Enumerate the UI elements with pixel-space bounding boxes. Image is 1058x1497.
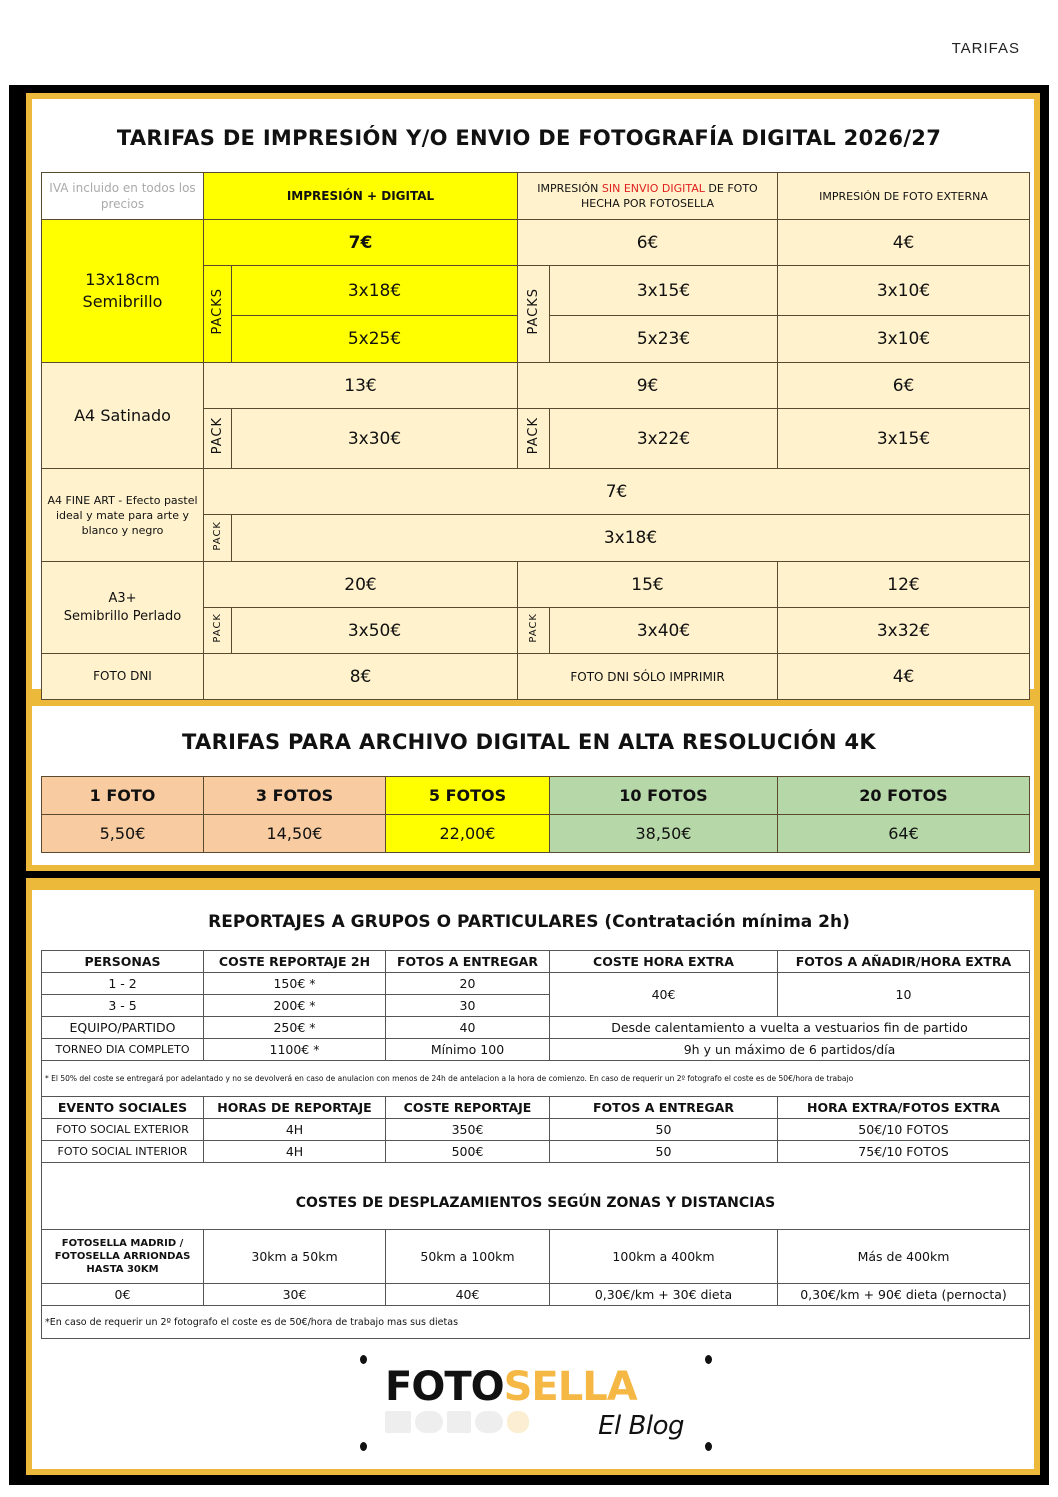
zona-base: FOTOSELLA MADRID / FOTOSELLA ARRIONDAS HASTA 30KM (42, 1230, 204, 1284)
reflection-block (475, 1411, 503, 1433)
header-print-no-digital: IMPRESIÓN SIN ENVIO DIGITAL DE FOTO HECHA POR FOTOSELLA (518, 173, 778, 220)
zona-price: 0€ (42, 1284, 204, 1306)
horas-cell: 4H (204, 1119, 386, 1141)
col-header-fotos-extra: FOTOS A AÑADIR/HORA EXTRA (778, 951, 1030, 973)
pack-13x18-external-1: 3x10€ (778, 266, 1030, 316)
row-label-13x18: 13x18cm Semibrillo (42, 220, 204, 363)
corner-dot (705, 1355, 712, 1364)
personas-cell: 1 - 2 (42, 973, 204, 995)
print-prices-table (41, 172, 1030, 700)
extra-info-cell: Desde calentamiento a vuelta a vestuarios fin de partido (550, 1017, 1030, 1039)
dni-print-only-label: FOTO DNI SÓLO IMPRIMIR (518, 654, 778, 700)
second-photographer-note: *En caso de requerir un 2º fotografo el coste es de 50€/hora de trabajo mas sus dietas (42, 1306, 1030, 1339)
fotos-cell: 20 (386, 973, 550, 995)
coste-cell: 200€ * (204, 995, 386, 1017)
coste-cell: 150€ * (204, 973, 386, 995)
col-header-personas: PERSONAS (42, 951, 204, 973)
zona-100-400: 100km a 400km (550, 1230, 778, 1284)
zona-price: 0,30€/km + 90€ dieta (pernocta) (778, 1284, 1030, 1306)
personas-cell: 3 - 5 (42, 995, 204, 1017)
zona-30-50: 30km a 50km (204, 1230, 386, 1284)
header-red-highlight: SIN ENVIO DIGITAL (601, 182, 705, 195)
pack-a4-external: 3x15€ (778, 409, 1030, 469)
fotos-extra-cell: 10 (778, 973, 1030, 1017)
fotos-cell: Mínimo 100 (386, 1039, 550, 1061)
zona-price: 40€ (386, 1284, 550, 1306)
col-header-hora-extra: COSTE HORA EXTRA (550, 951, 778, 973)
table-row (42, 1039, 1030, 1061)
reportajes-table (41, 950, 1030, 1339)
reflection-block (415, 1411, 443, 1433)
digital-header-20: 20 FOTOS (778, 777, 1030, 815)
logo-subtitle: El Blog (598, 1411, 684, 1441)
logo-wordmark-part1: FOTO (385, 1364, 504, 1410)
vat-note: IVA incluido en todos los precios (42, 173, 204, 220)
pack-13x18-digital-2: 5x25€ (232, 316, 518, 363)
col-header-coste: COSTE REPORTAJE 2H (204, 951, 386, 973)
zona-price: 0,30€/km + 30€ dieta (550, 1284, 778, 1306)
pack-13x18-external-2: 3x10€ (778, 316, 1030, 363)
logo-reflection (385, 1409, 615, 1441)
pack-label: PACK (204, 409, 232, 469)
coste-cell: 500€ (386, 1141, 550, 1163)
row-label-a4: A4 Satinado (42, 363, 204, 469)
pack-fine-art: 3x18€ (232, 515, 1030, 562)
col-header-evento: EVENTO SOCIALES (42, 1097, 204, 1119)
price-a3-digital: 20€ (204, 562, 518, 608)
corner-dot (360, 1442, 367, 1451)
coste-cell: 250€ * (204, 1017, 386, 1039)
advance-payment-note: * El 50% del coste se entregará por adelantado y no se devolverá en caso de anulacion con menos de 24h de antelacion a la hora de comienzo. En caso de requerir un 2º fotografo el coste es de 50€/hora de trabajo (42, 1061, 1030, 1097)
reportajes-title: REPORTAJES A GRUPOS O PARTICULARES (Contratación mínima 2h) (208, 912, 850, 932)
digital-price-3: 14,50€ (204, 815, 386, 853)
extra-info-cell: 9h y un máximo de 6 partidos/día (550, 1039, 1030, 1061)
packs-label: PACKS (518, 266, 550, 363)
digital-price-20: 64€ (778, 815, 1030, 853)
zona-400-plus: Más de 400km (778, 1230, 1030, 1284)
pack-a3-external: 3x32€ (778, 608, 1030, 654)
coste-cell: 350€ (386, 1119, 550, 1141)
digital-header-3: 3 FOTOS (204, 777, 386, 815)
price-a4-external: 6€ (778, 363, 1030, 409)
price-a3-no-digital: 15€ (518, 562, 778, 608)
corner-dot (705, 1442, 712, 1451)
pack-label: PACK (518, 409, 550, 469)
digital-price-1: 5,50€ (42, 815, 204, 853)
price-dni: 8€ (204, 654, 518, 700)
pack-a4-digital: 3x30€ (232, 409, 518, 469)
reflection-block (507, 1411, 529, 1433)
col-header-fotos: FOTOS A ENTREGAR (386, 951, 550, 973)
price-dni-print-only: 4€ (778, 654, 1030, 700)
pack-a3-digital: 3x50€ (232, 608, 518, 654)
price-13x18-external: 4€ (778, 220, 1030, 266)
price-a4-digital: 13€ (204, 363, 518, 409)
logo-wordmark (385, 1365, 637, 1409)
col-header-horas: HORAS DE REPORTAJE (204, 1097, 386, 1119)
header-print-external: IMPRESIÓN DE FOTO EXTERNA (778, 173, 1030, 220)
pack-label: PACK (204, 608, 232, 654)
pack-a4-no-digital: 3x22€ (550, 409, 778, 469)
fotos-cell: 30 (386, 995, 550, 1017)
pack-a3-no-digital: 3x40€ (550, 608, 778, 654)
packs-label: PACKS (204, 266, 232, 363)
digital-header-1: 1 FOTO (42, 777, 204, 815)
header-print-digital: IMPRESIÓN + DIGITAL (204, 173, 518, 220)
personas-cell: EQUIPO/PARTIDO (42, 1017, 204, 1039)
col-header-coste-reportaje: COSTE REPORTAJE (386, 1097, 550, 1119)
pack-13x18-no-digital-2: 5x23€ (550, 316, 778, 363)
reflection-block (447, 1411, 471, 1433)
fotosella-logo (360, 1355, 712, 1451)
logo-wordmark-part2: SELLA (503, 1364, 637, 1410)
digital-header-10: 10 FOTOS (550, 777, 778, 815)
extra-cell: 75€/10 FOTOS (778, 1141, 1030, 1163)
pack-13x18-no-digital-1: 3x15€ (550, 266, 778, 316)
print-prices-title: TARIFAS DE IMPRESIÓN Y/O ENVIO DE FOTOGRAFÍA DIGITAL 2026/27 (116, 126, 942, 150)
col-header-hora-fotos-extra: HORA EXTRA/FOTOS EXTRA (778, 1097, 1030, 1119)
table-row (42, 973, 1030, 995)
horas-cell: 4H (204, 1141, 386, 1163)
price-fine-art: 7€ (204, 469, 1030, 515)
personas-cell: TORNEO DIA COMPLETO (42, 1039, 204, 1061)
row-label-dni: FOTO DNI (42, 654, 204, 700)
fotos-cell: 40 (386, 1017, 550, 1039)
table-row (42, 1017, 1030, 1039)
pack-label: PACK (518, 608, 550, 654)
row-label-a3: A3+ Semibrillo Perlado (42, 562, 204, 654)
pack-13x18-digital-1: 3x18€ (232, 266, 518, 316)
price-13x18-digital: 7€ (204, 220, 518, 266)
zona-50-100: 50km a 100km (386, 1230, 550, 1284)
zona-price: 30€ (204, 1284, 386, 1306)
reflection-block (385, 1411, 411, 1433)
corner-dot (360, 1355, 367, 1364)
coste-cell: 1100€ * (204, 1039, 386, 1061)
price-a3-external: 12€ (778, 562, 1030, 608)
pack-label: PACK (204, 515, 232, 562)
evento-cell: FOTO SOCIAL INTERIOR (42, 1141, 204, 1163)
travel-costs-title: COSTES DE DESPLAZAMIENTOS SEGÚN ZONAS Y DISTANCIAS (42, 1163, 1030, 1230)
price-13x18-no-digital: 6€ (518, 220, 778, 266)
table-row (42, 1141, 1030, 1163)
digital-header-5: 5 FOTOS (386, 777, 550, 815)
page-header-label: TARIFAS (951, 40, 1020, 57)
digital-prices-table (41, 776, 1030, 853)
extra-cell: 50€/10 FOTOS (778, 1119, 1030, 1141)
digital-price-5: 22,00€ (386, 815, 550, 853)
row-label-fine-art: A4 FINE ART - Efecto pastel ideal y mate para arte y blanco y negro (42, 469, 204, 562)
fotos-cell: 50 (550, 1119, 778, 1141)
price-a4-no-digital: 9€ (518, 363, 778, 409)
hora-extra-cell: 40€ (550, 973, 778, 1017)
col-header-fotos-entregar: FOTOS A ENTREGAR (550, 1097, 778, 1119)
table-row (42, 1119, 1030, 1141)
digital-price-10: 38,50€ (550, 815, 778, 853)
evento-cell: FOTO SOCIAL EXTERIOR (42, 1119, 204, 1141)
fotos-cell: 50 (550, 1141, 778, 1163)
digital-prices-title: TARIFAS PARA ARCHIVO DIGITAL EN ALTA RESOLUCIÓN 4K (182, 730, 876, 754)
